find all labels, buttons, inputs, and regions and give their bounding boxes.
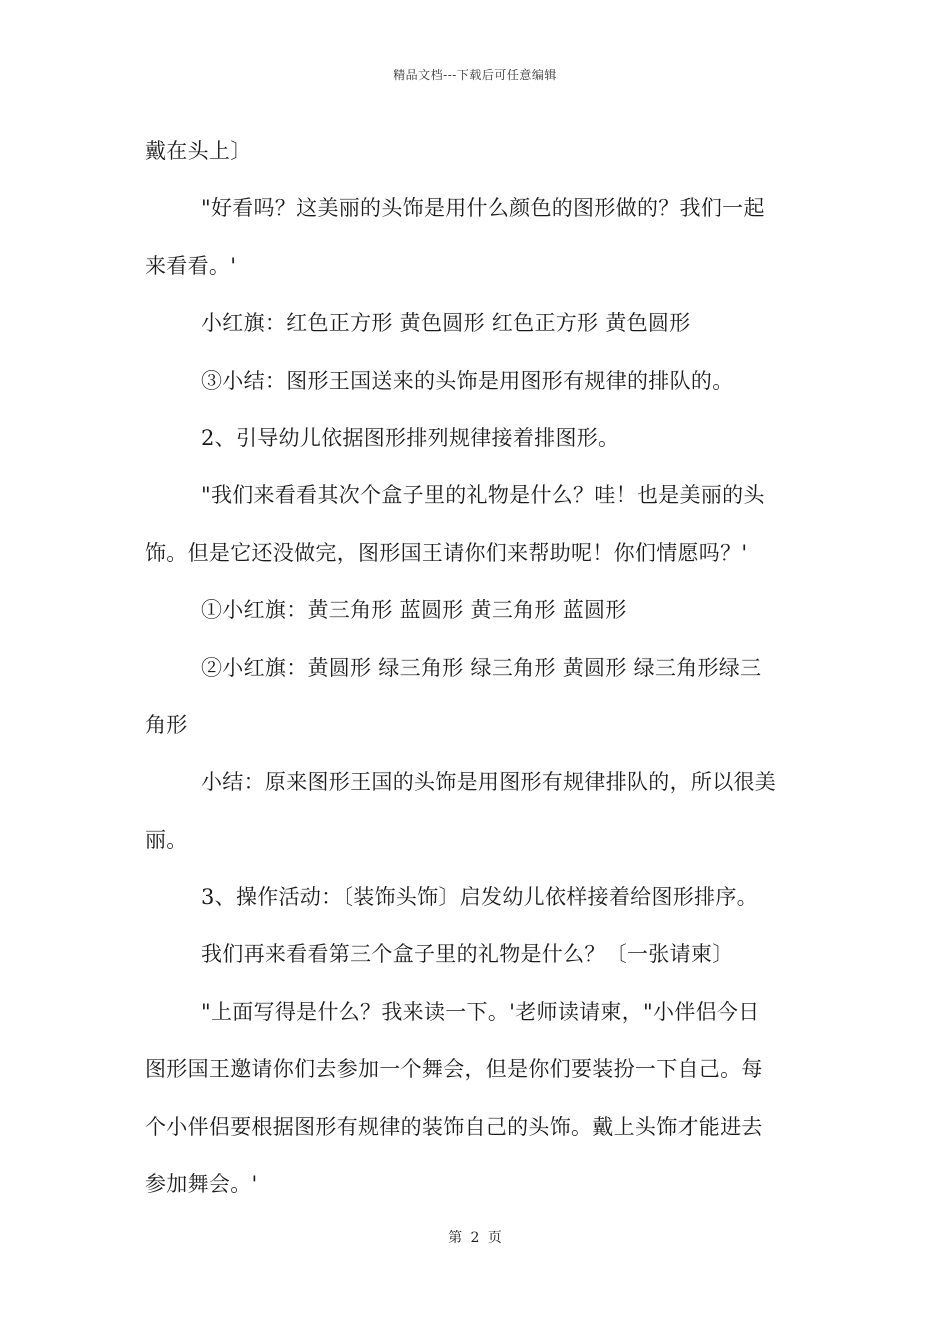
page-header: 精品文档---下载后可任意编辑 bbox=[393, 68, 557, 82]
body-line: 个小伴侣要根据图形有规律的装饰自己的头饰。戴上头饰才能进去 bbox=[145, 1114, 763, 1139]
body-line: 2、引导幼儿依据图形排列规律接着排图形。 bbox=[201, 425, 620, 450]
body-line: 参加舞会。' bbox=[145, 1172, 258, 1197]
body-line: 小红旗：红色正方形 黄色圆形 红色正方形 黄色圆形 bbox=[201, 311, 691, 336]
document-body bbox=[145, 134, 810, 1224]
body-line: "我们来看看其次个盒子里的礼物是什么？哇！也是美丽的头 bbox=[201, 483, 765, 508]
body-line: 来看看。' bbox=[145, 253, 237, 278]
page-number: 第 2 页 bbox=[448, 1230, 502, 1246]
body-line: ②小红旗：黄圆形 绿三角形 绿三角形 黄圆形 绿三角形绿三 bbox=[201, 655, 762, 680]
body-line: 3、操作活动：〔装饰头饰〕启发幼儿依样接着给图形排序。 bbox=[201, 885, 758, 910]
body-line: ③小结：图形王国送来的头饰是用图形有规律的排队的。 bbox=[201, 368, 734, 393]
body-line: 角形 bbox=[145, 712, 188, 737]
body-line: 戴在头上〕 bbox=[145, 139, 252, 163]
body-line: 我们再来看看第三个盒子里的礼物是什么？〔一张请柬〕 bbox=[201, 942, 734, 967]
body-line: "上面写得是什么？我来读一下。'老师读请柬，"小伴侣今日 bbox=[201, 999, 760, 1024]
body-line: 饰。但是它还没做完，图形国王请你们来帮助呢！你们情愿吗？' bbox=[145, 540, 748, 565]
body-line: 小结：原来图形王国的头饰是用图形有规律排队的，所以很美 bbox=[201, 770, 777, 795]
body-line: 图形国王邀请你们去参加一个舞会，但是你们要装扮一下自己。每 bbox=[145, 1057, 763, 1082]
body-line: 丽。 bbox=[145, 827, 188, 852]
body-line: ①小红旗：黄三角形 蓝圆形 黄三角形 蓝圆形 bbox=[201, 598, 627, 623]
body-line: "好看吗？这美丽的头饰是用什么颜色的图形做的？我们一起 bbox=[201, 196, 765, 221]
